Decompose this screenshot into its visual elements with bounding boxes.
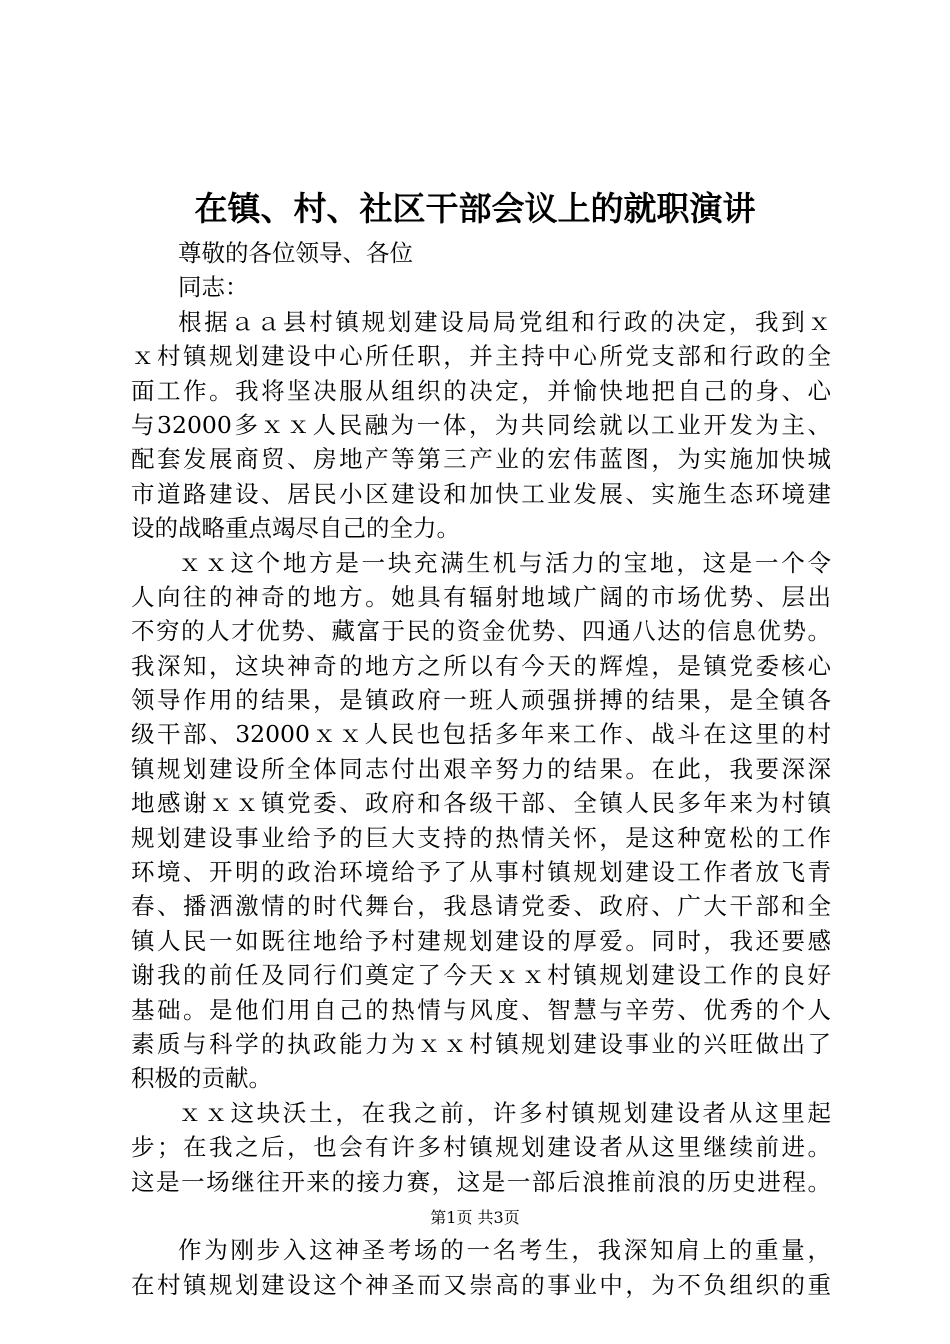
text-line: 素质与科学的执政能力为ｘｘ村镇规划建设事业的兴旺做出了 xyxy=(131,1029,831,1058)
text-line: 在村镇规划建设这个神圣而又崇高的事业中，为不负组织的重 xyxy=(131,1270,831,1299)
text-line: 尊敬的各位领导、各位 xyxy=(178,239,413,267)
text-line: ｘ村镇规划建设中心所任职，并主持中心所党支部和行政的全 xyxy=(131,342,831,371)
text-line: 作为刚步入这神圣考场的一名考生，我深知肩上的重量， xyxy=(178,1236,831,1265)
text-line: 人向往的神奇的地方。她具有辐射地域广阔的市场优势、层出 xyxy=(131,582,831,611)
text-line: ｘｘ这个地方是一块充满生机与活力的宝地，这是一个令 xyxy=(178,548,831,577)
text-line: 级干部、32000ｘｘ人民也包括多年来工作、战斗在这里的村 xyxy=(131,720,831,749)
text-line: 不穷的人才优势、藏富于民的资金优势、四通八达的信息优势。 xyxy=(131,617,831,646)
text-line: 领导作用的结果，是镇政府一班人顽强拼搏的结果，是全镇各 xyxy=(131,686,831,715)
text-line: 地感谢ｘｘ镇党委、政府和各级干部、全镇人民多年来为村镇 xyxy=(131,789,831,818)
text-line: 基础。是他们用自己的热情与风度、智慧与辛劳、优秀的个人 xyxy=(131,995,831,1024)
body-text xyxy=(131,236,831,1302)
page-footer: 第1页 共3页 xyxy=(430,1208,520,1227)
text-line: 市道路建设、居民小区建设和加快工业发展、实施生态环境建 xyxy=(131,479,831,508)
text-line: 春、播洒激情的时代舞台，我恳请党委、政府、广大干部和全 xyxy=(131,892,831,921)
text-line: 步；在我之后，也会有许多村镇规划建设者从这里继续前进。 xyxy=(131,1133,831,1162)
text-line: 面工作。我将坚决服从组织的决定，并愉快地把自己的身、心 xyxy=(131,376,831,405)
text-line: 根据ａａ县村镇规划建设局局党组和行政的决定，我到ｘ xyxy=(178,307,831,336)
page-title: 在镇、村、社区干部会议上的就职演讲 xyxy=(194,189,756,228)
text-line: 这是一场继往开来的接力赛，这是一部后浪推前浪的历史进程。 xyxy=(131,1167,831,1196)
text-line: 与32000多ｘｘ人民融为一体，为共同绘就以工业开发为主、 xyxy=(131,410,831,439)
text-line: 积极的贡献。 xyxy=(131,1064,272,1093)
text-line: 镇规划建设所全体同志付出艰辛努力的结果。在此，我要深深 xyxy=(131,754,831,783)
text-line: ｘｘ这块沃土，在我之前，许多村镇规划建设者从这里起 xyxy=(178,1098,831,1127)
text-line: 设的战略重点竭尽自己的全力。 xyxy=(131,514,460,543)
text-line: 规划建设事业给予的巨大支持的热情关怀，是这种宽松的工作 xyxy=(131,823,831,852)
text-line: 我深知，这块神奇的地方之所以有今天的辉煌，是镇党委核心 xyxy=(131,651,831,680)
text-line: 同志： xyxy=(178,273,249,302)
text-line: 谢我的前任及同行们奠定了今天ｘｘ村镇规划建设工作的良好 xyxy=(131,961,831,990)
text-line: 环境、开明的政治环境给予了从事村镇规划建设工作者放飞青 xyxy=(131,858,831,887)
text-line: 镇人民一如既往地给予村建规划建设的厚爱。同时，我还要感 xyxy=(131,926,831,955)
text-line: 配套发展商贸、房地产等第三产业的宏伟蓝图，为实施加快城 xyxy=(131,445,831,474)
